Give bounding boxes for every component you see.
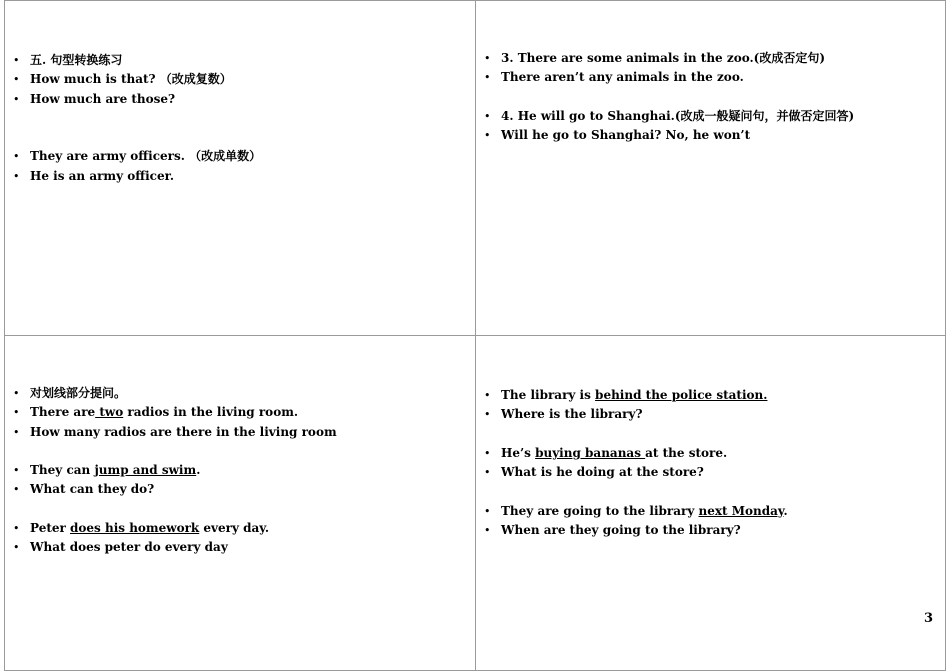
list-item: • 4. He will go to Shanghai.(改成一般疑问句，并做否定回答) — [484, 107, 854, 126]
list-item: • What does peter do every day — [13, 538, 337, 557]
list-item: • They are army officers. （改成单数） — [13, 147, 261, 166]
list-item: • When are they going to the library? — [484, 521, 788, 540]
slide-bottom-left — [4, 335, 476, 671]
list-item: • He’s buying bananas at the store. — [484, 444, 788, 463]
list-item: • Where is the library? — [484, 405, 788, 424]
list-item: • They are going to the library next Monday. — [484, 502, 788, 521]
list-item: • There are two radios in the living room. — [13, 403, 337, 422]
underlined-text: behind the police station. — [595, 388, 768, 402]
bullet-list — [13, 51, 261, 186]
list-item: • Will he go to Shanghai? No, he won’t — [484, 126, 854, 145]
bullet-icon: • — [13, 464, 20, 478]
list-item: • Peter does his homework every day. — [13, 519, 337, 538]
bullet-icon: • — [484, 524, 491, 538]
page-number: 3 — [923, 611, 933, 626]
list-item: • 对划线部分提问。 — [13, 384, 337, 403]
slide-top-left — [4, 0, 476, 336]
spacer — [484, 88, 854, 107]
bullet-list — [13, 384, 337, 558]
bullet-list — [484, 386, 788, 540]
list-item: • They can jump and swim. — [13, 461, 337, 480]
bullet-icon: • — [13, 406, 20, 420]
spacer — [484, 425, 788, 444]
bullet-icon: • — [13, 169, 20, 183]
bullet-icon: • — [484, 446, 491, 460]
spacer — [13, 442, 337, 461]
bullet-icon: • — [13, 483, 20, 497]
bullet-icon: • — [13, 150, 20, 164]
bullet-icon: • — [484, 52, 491, 65]
list-item: • He is an army officer. — [13, 167, 261, 186]
bullet-icon: • — [484, 71, 491, 85]
underlined-text: does his homework — [70, 521, 200, 536]
bullet-icon: • — [484, 504, 491, 518]
underlined-text: two — [95, 405, 124, 420]
bullet-icon: • — [13, 387, 20, 400]
underlined-text: buying bananas — [535, 445, 646, 460]
list-item: • How much is that? （改成复数） — [13, 70, 261, 89]
list-item: • The library is behind the police station. — [484, 386, 788, 405]
bullet-icon: • — [484, 408, 491, 422]
spacer — [13, 500, 337, 519]
list-item: • There aren’t any animals in the zoo. — [484, 68, 854, 87]
spacer — [13, 109, 261, 148]
slide-bottom-right — [475, 335, 946, 671]
bullet-icon: • — [13, 541, 20, 555]
bullet-icon: • — [484, 466, 491, 480]
bullet-list — [484, 49, 854, 145]
bullet-icon: • — [13, 54, 20, 67]
spacer — [484, 482, 788, 501]
underlined-text: next Monday — [698, 503, 784, 518]
slide-top-right — [475, 0, 946, 336]
bullet-icon: • — [13, 425, 20, 439]
list-item: • How much are those? — [13, 90, 261, 109]
list-item: • 3. There are some animals in the zoo.(改成否定句) — [484, 49, 854, 68]
list-item: • 五. 句型转换练习 — [13, 51, 261, 70]
bullet-icon: • — [13, 92, 20, 106]
bullet-icon: • — [13, 522, 20, 536]
bullet-icon: • — [484, 389, 491, 402]
bullet-icon: • — [13, 73, 20, 87]
list-item: • How many radios are there in the living room — [13, 423, 337, 442]
bullet-icon: • — [484, 109, 491, 123]
list-item: • What is he doing at the store? — [484, 463, 788, 482]
bullet-icon: • — [484, 129, 491, 143]
list-item: • What can they do? — [13, 480, 337, 499]
underlined-text: jump and swim — [94, 463, 197, 478]
